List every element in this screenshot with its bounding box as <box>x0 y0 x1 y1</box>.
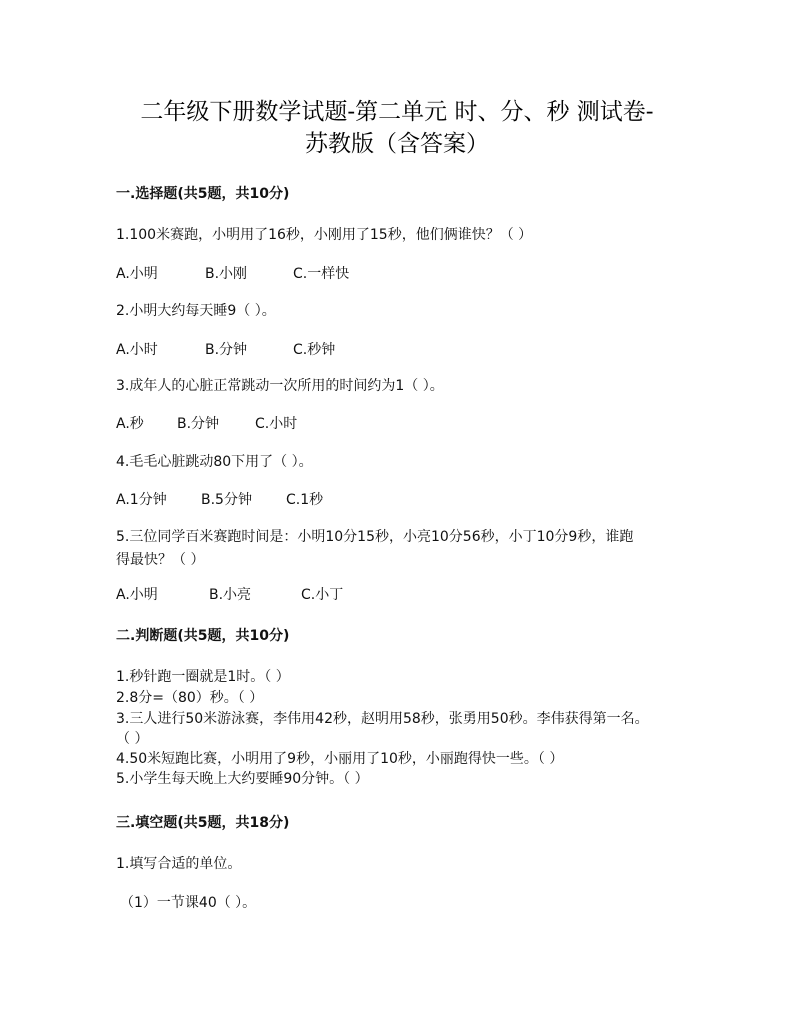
sub-question-text: （1）一节课40（ ）。 <box>120 895 257 911</box>
question-text-continued: 得最快？（ ） <box>116 552 205 568</box>
judgment-item: 3.三人进行50米游泳赛，李伟用42秒，赵明用58秒，张勇用50秒。李伟获得第一名。 <box>116 711 649 727</box>
option-c: C.一样快 <box>293 266 350 282</box>
judgment-item: 4.50米短跑比赛，小明用了9秒，小丽用了10秒，小丽跑得快一些。（ ） <box>116 751 564 767</box>
document-title-line-2: 苏教版（含答案） <box>305 131 489 157</box>
option-a: A.小明 <box>116 266 158 282</box>
section-heading-fill-in: 三.填空题(共5题，共18分) <box>116 815 290 831</box>
judgment-item-continued: （ ） <box>116 731 149 747</box>
section-heading-multiple-choice: 一.选择题(共5题，共10分) <box>116 186 290 202</box>
option-a: A.1分钟 <box>116 492 167 508</box>
question-text: 5.三位同学百米赛跑时间是：小明10分15秒，小亮10分56秒，小丁10分9秒，谁跑 <box>116 529 634 545</box>
question-text: 4.毛毛心脏跳动80下用了（ ）。 <box>116 454 313 470</box>
judgment-item: 5.小学生每天晚上大约要睡90分钟。（ ） <box>116 771 369 787</box>
option-c: C.小丁 <box>301 587 344 603</box>
question-text: 1.填写合适的单位。 <box>116 856 242 872</box>
question-text: 1.100米赛跑，小明用了16秒，小刚用了15秒，他们俩谁快？（ ） <box>116 227 533 243</box>
judgment-item: 2.8分=（80）秒。（ ） <box>116 690 264 706</box>
option-b: B.分钟 <box>205 342 248 358</box>
question-text: 2.小明大约每天睡9（ ）。 <box>116 303 276 319</box>
option-a: A.小时 <box>116 342 158 358</box>
option-b: B.5分钟 <box>201 492 252 508</box>
judgment-item: 1.秒针跑一圈就是1时。（ ） <box>116 669 290 685</box>
option-a: A.小明 <box>116 587 158 603</box>
option-b: B.小亮 <box>209 587 252 603</box>
section-heading-true-false: 二.判断题(共5题，共10分) <box>116 628 290 644</box>
option-a: A.秒 <box>116 416 144 432</box>
option-c: C.秒钟 <box>293 342 336 358</box>
option-c: C.小时 <box>255 416 298 432</box>
question-text: 3.成年人的心脏正常跳动一次所用的时间约为1（ ）。 <box>116 378 444 394</box>
option-b: B.小刚 <box>205 266 248 282</box>
option-c: C.1秒 <box>286 492 324 508</box>
document-title-line-1: 二年级下册数学试题-第二单元 时、分、秒 测试卷- <box>140 99 654 125</box>
option-b: B.分钟 <box>177 416 220 432</box>
